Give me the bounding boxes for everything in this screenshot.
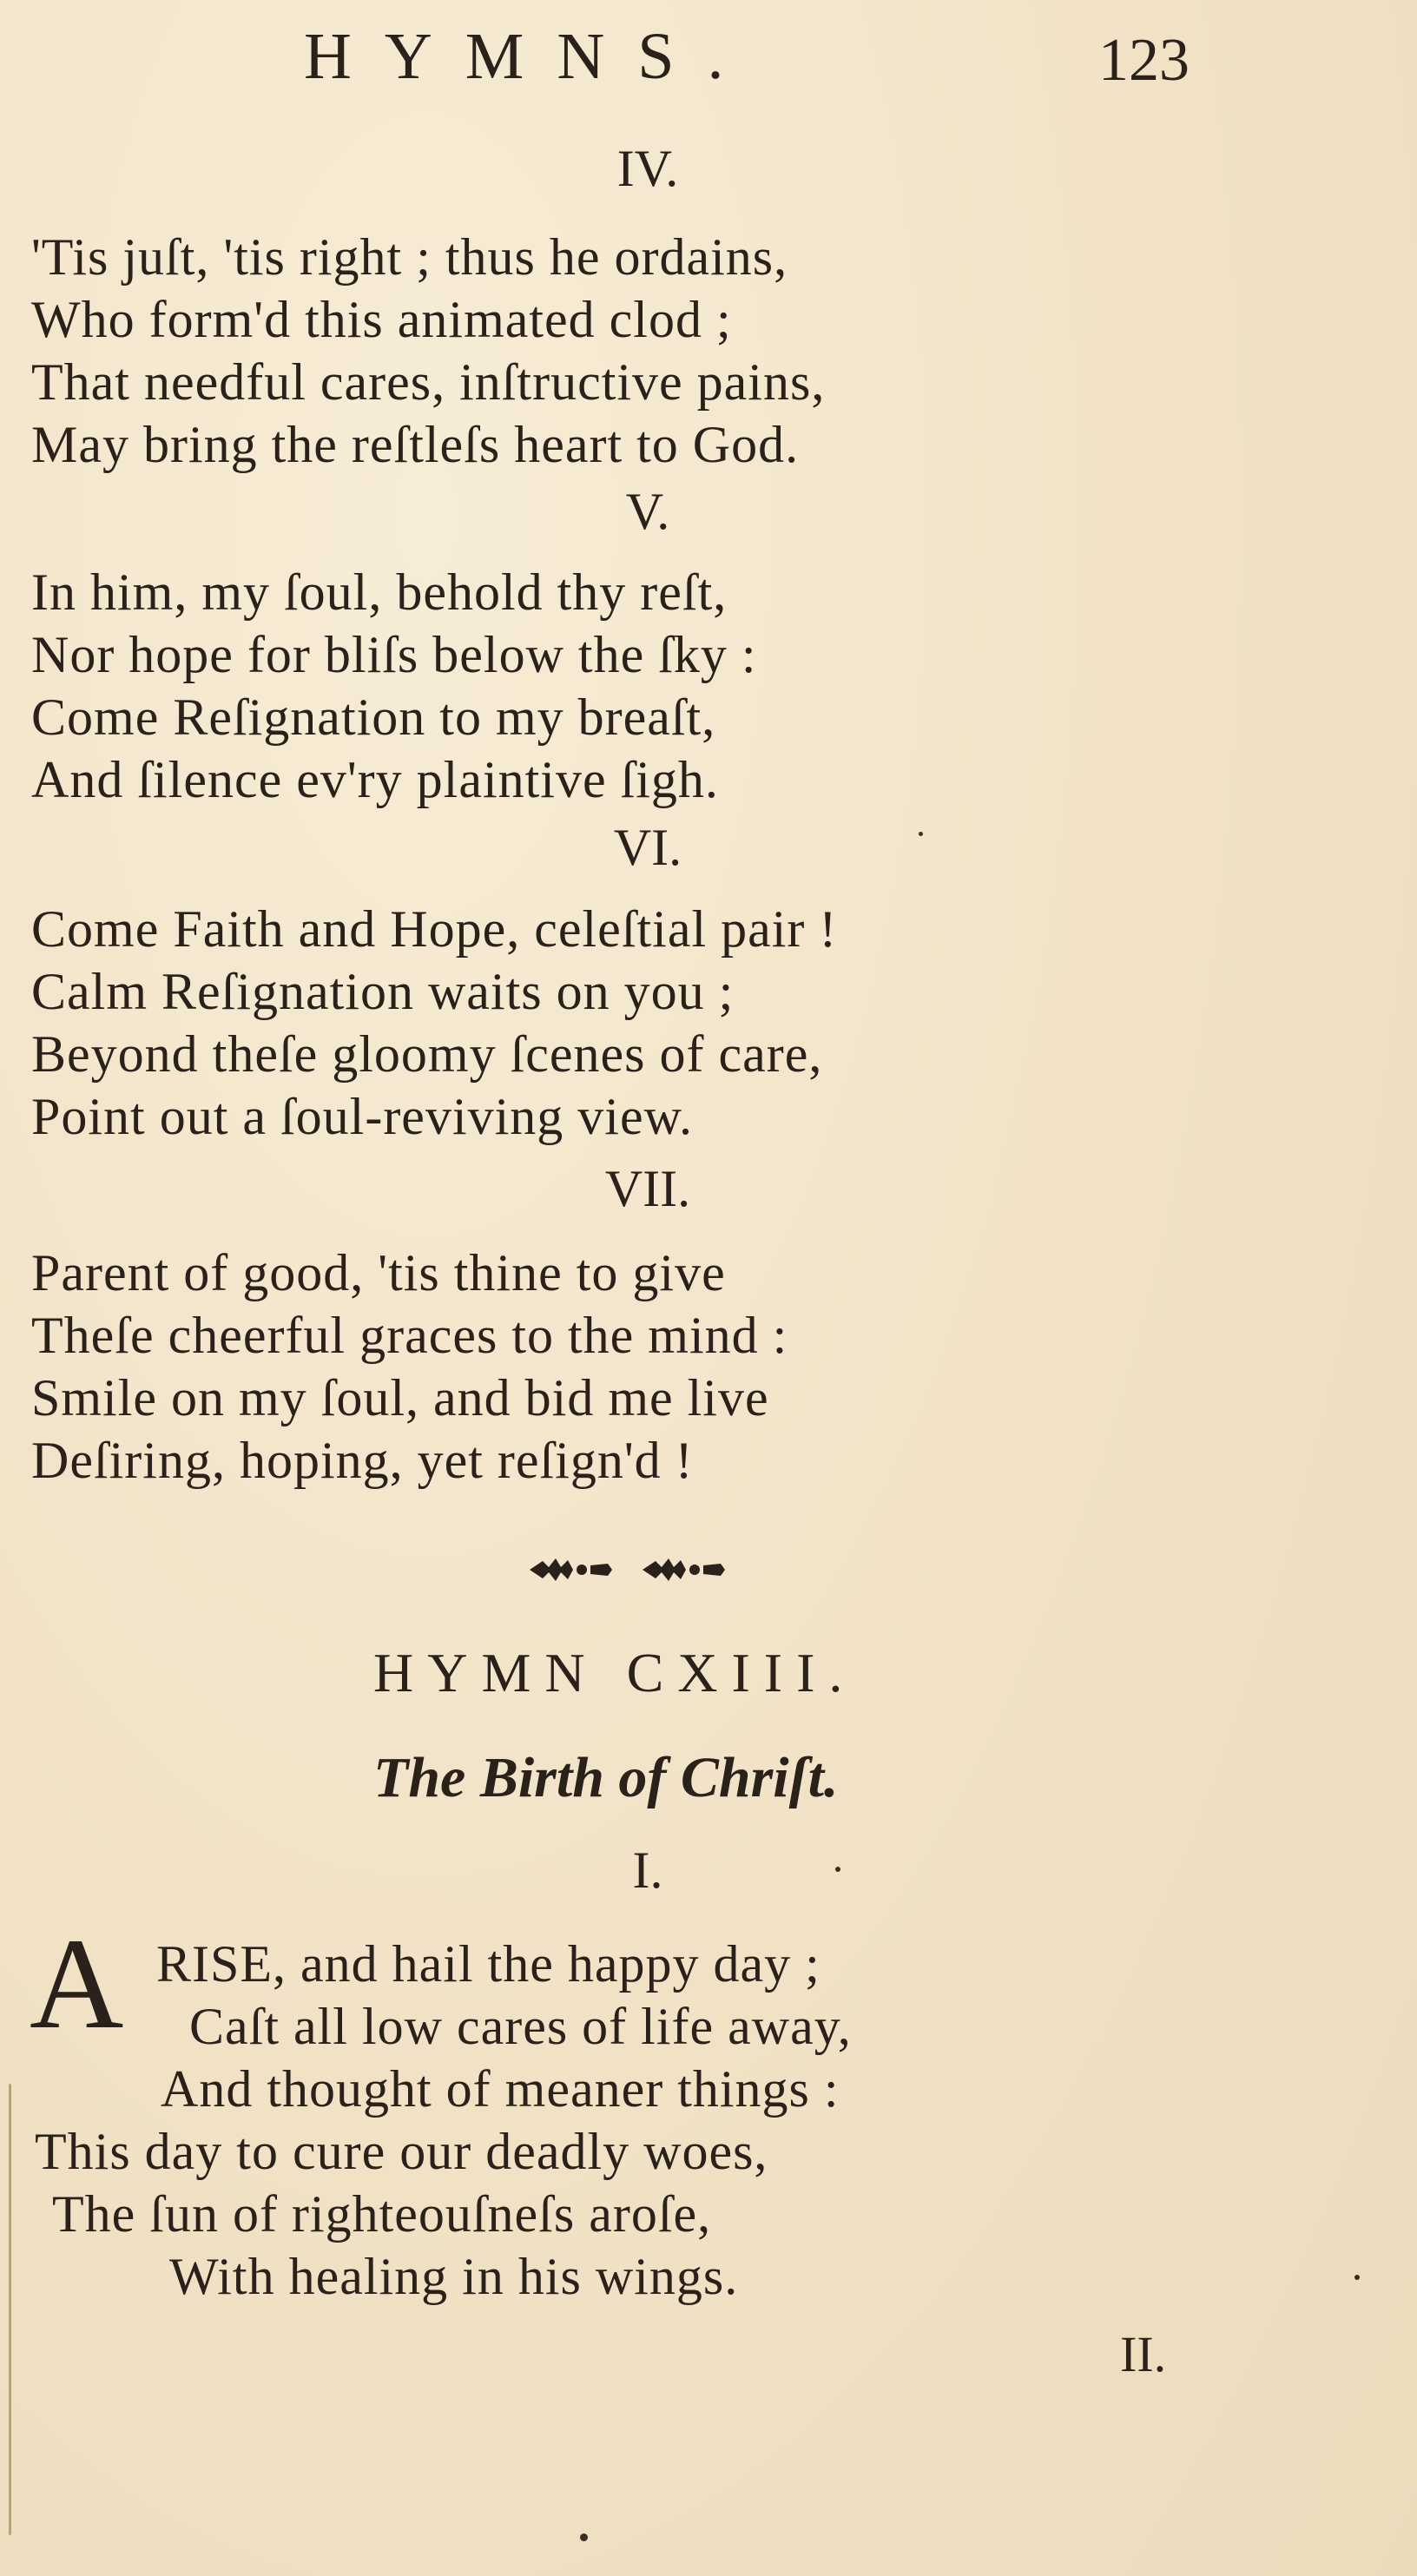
stanza-number: VII.	[604, 1160, 691, 1217]
verse-line: 'Tis juſt, 'tis right ; thus he ordains,	[31, 228, 788, 286]
printers-ornament	[504, 1548, 764, 1591]
paper-speck	[580, 2533, 588, 2541]
verse-line: Smile on my ſoul, and bid me live	[31, 1369, 769, 1426]
stanza-number: VI.	[613, 819, 682, 876]
verse-line: In him, my ſoul, behold thy reſt,	[31, 563, 728, 621]
verse-line: With healing in his wings.	[169, 2248, 739, 2305]
hymn-subtitle: The Birth of Chriſt.	[373, 1746, 839, 1809]
verse-line: Point out a ſoul-reviving view.	[31, 1088, 694, 1145]
verse-line: And thought of meaner things :	[161, 2060, 840, 2118]
verse-line: Deſiring, hoping, yet reſign'd !	[31, 1432, 694, 1489]
verse-line: This day to cure our deadly woes,	[35, 2123, 768, 2180]
verse-line: The ſun of righteouſneſs aroſe,	[52, 2185, 712, 2243]
stanza-number: V.	[625, 483, 670, 540]
verse-line: Parent of good, 'tis thine to give	[31, 1244, 726, 1301]
drop-cap: A	[30, 1912, 124, 2056]
paper-speck	[919, 832, 923, 836]
verse-line: RISE, and hail the happy day ;	[156, 1935, 821, 1993]
hymn-title: HYMN CXIII.	[373, 1642, 857, 1703]
page-number: 123	[1098, 27, 1190, 94]
verse-line: Caſt all low cares of life away,	[189, 1998, 852, 2055]
verse-line: May bring the reſtleſs heart to God.	[31, 416, 800, 473]
verse-line: Come Faith and Hope, celeſtial pair !	[31, 900, 838, 958]
running-head: HYMNS.	[304, 20, 757, 93]
verse-line: And ſilence ev'ry plaintive ſigh.	[31, 751, 719, 808]
verse-line: Beyond theſe gloomy ſcenes of care,	[31, 1025, 823, 1083]
verse-line: That needful cares, inſtructive pains,	[31, 353, 826, 411]
verse-line: Nor hope for bliſs below the ſky :	[31, 626, 757, 683]
stanza-number: I.	[632, 1841, 663, 1899]
verse-line: Who form'd this animated clod ;	[31, 291, 732, 348]
paper-speck	[835, 1867, 840, 1872]
verse-line: Calm Reſignation waits on you ;	[31, 963, 735, 1020]
verse-line: Theſe cheerful graces to the mind :	[31, 1307, 788, 1364]
binding-edge	[9, 2084, 11, 2535]
paper-speck	[1354, 2275, 1360, 2280]
verse-line: Come Reſignation to my breaſt,	[31, 688, 716, 746]
stanza-number: IV.	[616, 140, 679, 197]
catchword: II.	[1120, 2326, 1167, 2382]
